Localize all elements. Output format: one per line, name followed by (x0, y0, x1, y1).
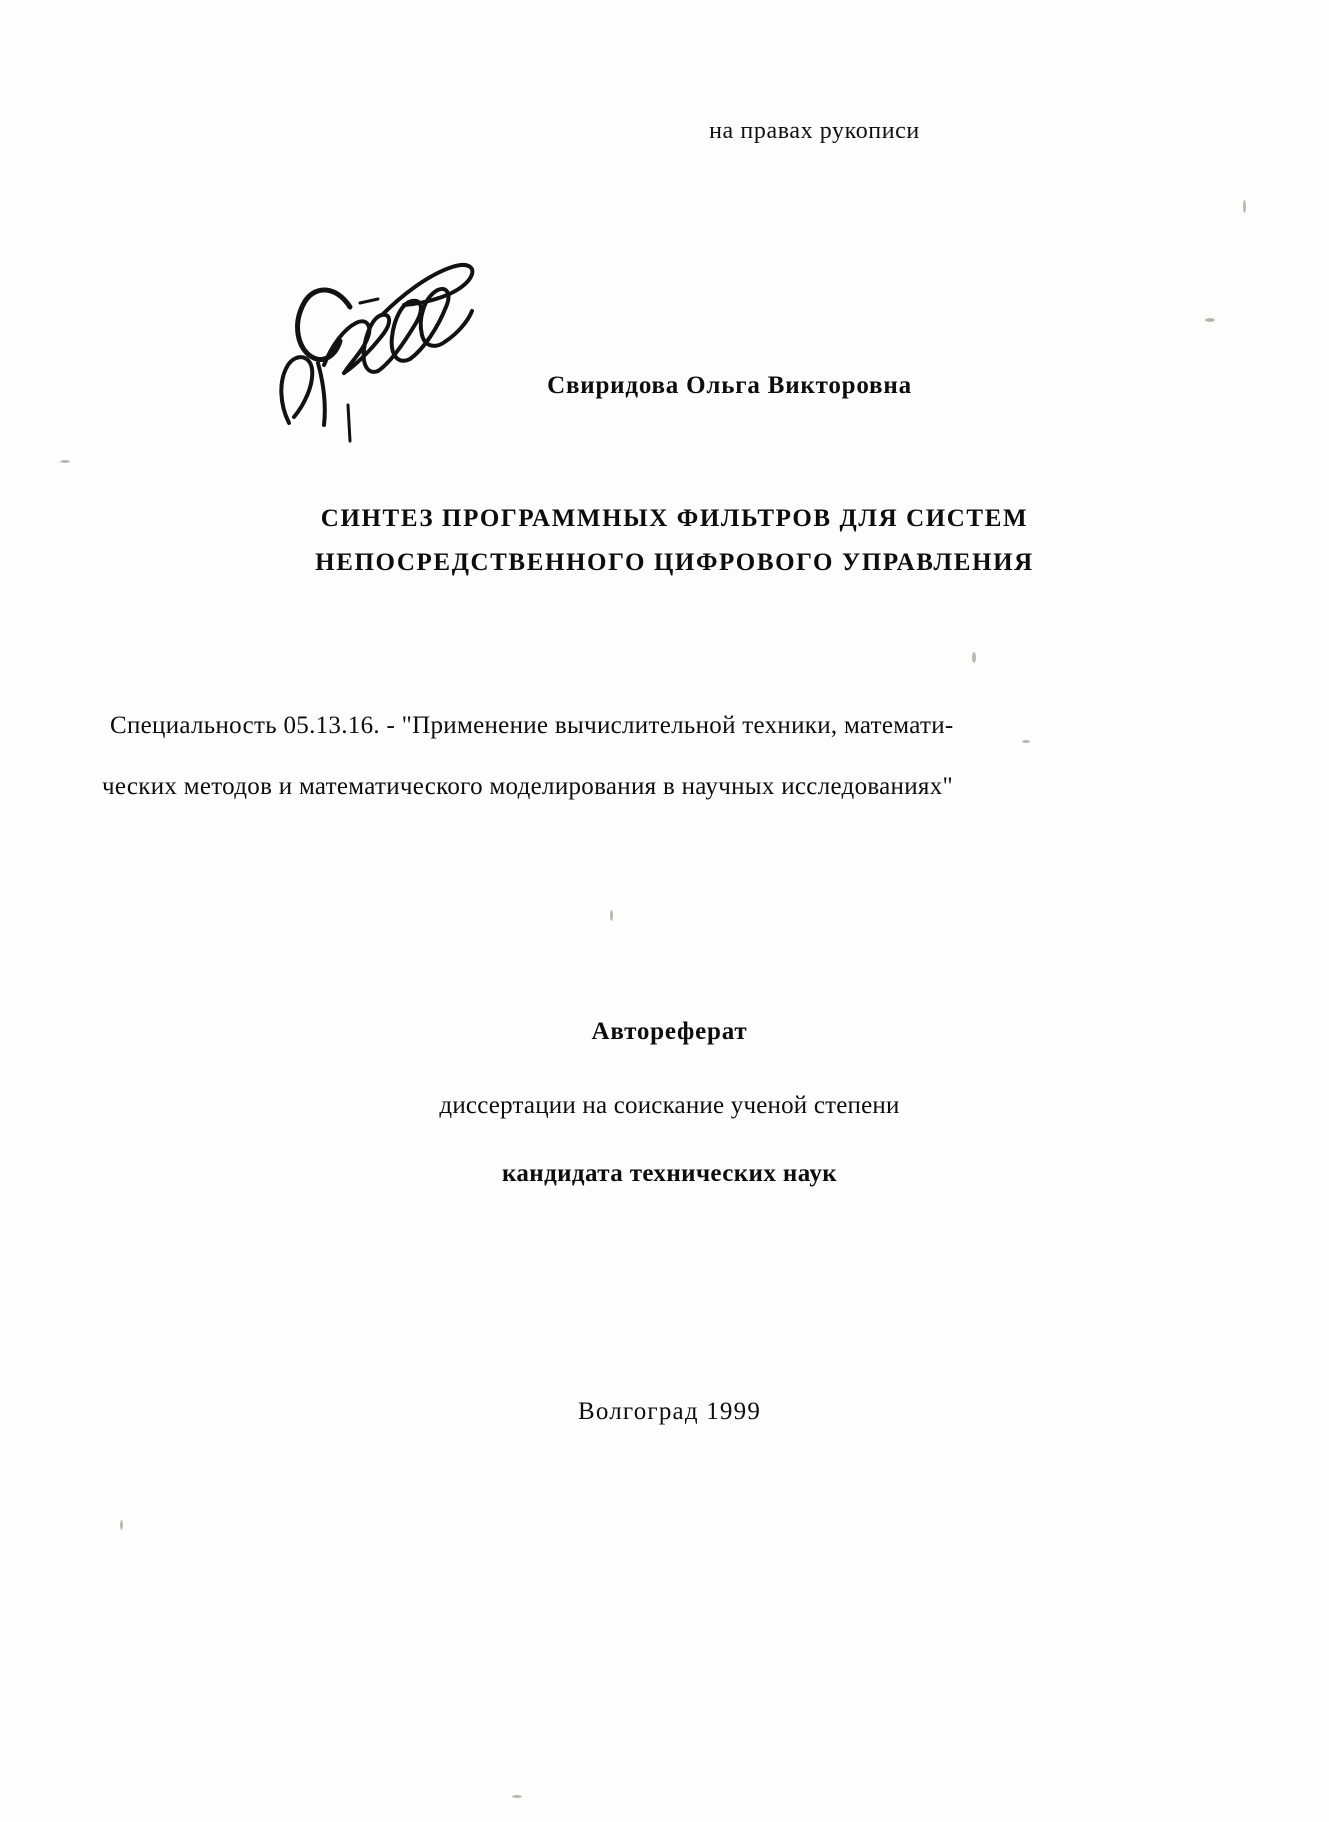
scan-speck (120, 1520, 123, 1530)
abstract-subtitle-degree: диссертации на соискание ученой степени (439, 1092, 900, 1119)
specialty-line-2: ческих методов и математического моделирования в научных исследованиях" (102, 773, 953, 801)
abstract-subtitle-degree-name: кандидата технических наук (501, 1160, 838, 1187)
scan-speck (60, 460, 70, 463)
document-title (0, 497, 1329, 585)
place-and-year: Волгоград 1999 (577, 1398, 762, 1425)
scan-speck (1243, 200, 1246, 213)
scan-speck (1205, 318, 1215, 322)
abstract-block (0, 1018, 1329, 1188)
title-line-2: НЕПОСРЕДСТВЕННОГО ЦИФРОВОГО УПРАВЛЕНИЯ (315, 548, 1034, 576)
scan-speck (610, 910, 613, 921)
abstract-heading: Автореферат (591, 1018, 748, 1045)
scan-speck (512, 1795, 522, 1798)
title-line-1: СИНТЕЗ ПРОГРАММНЫХ ФИЛЬТРОВ ДЛЯ СИСТЕМ (320, 505, 1029, 532)
specialty-block (102, 695, 1220, 818)
specialty-line-1: Специальность 05.13.16. - "Применение вычислительной техники, математи- (110, 712, 954, 739)
manuscript-note: на правах рукописи (709, 118, 920, 144)
author-name: Свиридова Ольга Викторовна (547, 372, 912, 399)
scan-speck (972, 652, 976, 663)
handwritten-signature-icon (232, 245, 502, 445)
